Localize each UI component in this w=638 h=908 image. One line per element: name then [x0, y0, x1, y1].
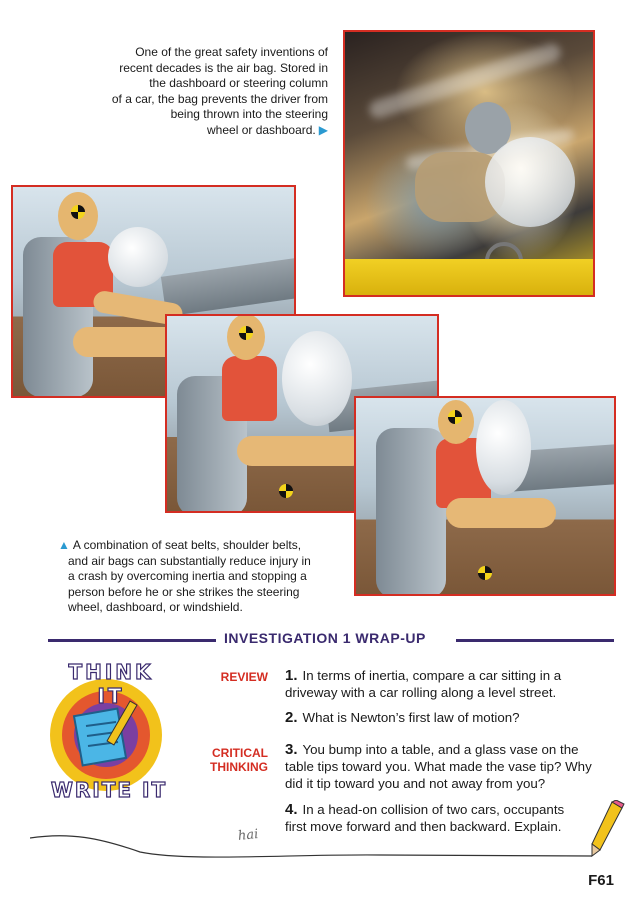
handwritten-note: hai — [237, 826, 260, 845]
sequence-photo-3 — [354, 396, 616, 596]
critical-thinking-label: CRITICAL THINKING — [210, 746, 268, 774]
wrap-up-header — [48, 630, 614, 650]
logo-bottom-text: WRITE IT — [50, 778, 168, 802]
crash-test-photo — [343, 30, 595, 297]
caption-line: recent decades is the air bag. Stored in — [119, 60, 328, 75]
triangle-up-icon: ▲ — [58, 538, 70, 552]
caption-line: wheel, dashboard, or windshield. — [68, 600, 243, 615]
triangle-right-icon: ▶ — [318, 122, 328, 137]
caption-line: the dashboard or steering column — [149, 76, 328, 90]
caption-line: One of the great safety inventions of — [135, 45, 328, 59]
page-number: F61 — [588, 872, 614, 889]
caption-line: a crash by overcoming inertia and stopping a — [68, 569, 307, 584]
caption-line: of a car, the bag prevents the driver from — [111, 91, 328, 106]
logo-top-text: THINK IT — [68, 660, 154, 708]
review-label: REVIEW — [220, 670, 268, 684]
caption-airbag — [90, 45, 328, 138]
caption-line: wheel or dashboard. ▶ — [207, 122, 328, 137]
caption-line: person before he or she strikes the steering — [68, 584, 300, 599]
caption-restraints — [58, 538, 320, 616]
question-2: 2. What is Newton’s first law of motion? — [285, 709, 520, 726]
question-1: 1. In terms of inertia, compare a car sitting in a driveway with a car rolling along a level street. — [285, 667, 562, 700]
think-it-write-it-logo — [38, 660, 180, 810]
caption-line: being thrown into the steering — [170, 107, 328, 121]
caption-line: ▲ A combination of seat belts, shoulder belts, — [58, 538, 302, 552]
caption-line: and air bags can substantially reduce injury in — [68, 553, 311, 568]
bottom-rule — [30, 832, 600, 862]
question-3: 3. You bump into a table, and a glass vase on the table tips toward you. What made the vase tip? Why did it tip toward you and not away from you? — [285, 741, 592, 791]
question-4: 4. In a head-on collision of two cars, occupants first move forward and then backward. Explain. — [285, 801, 565, 834]
wrap-up-title: INVESTIGATION 1 WRAP-UP — [224, 630, 426, 646]
